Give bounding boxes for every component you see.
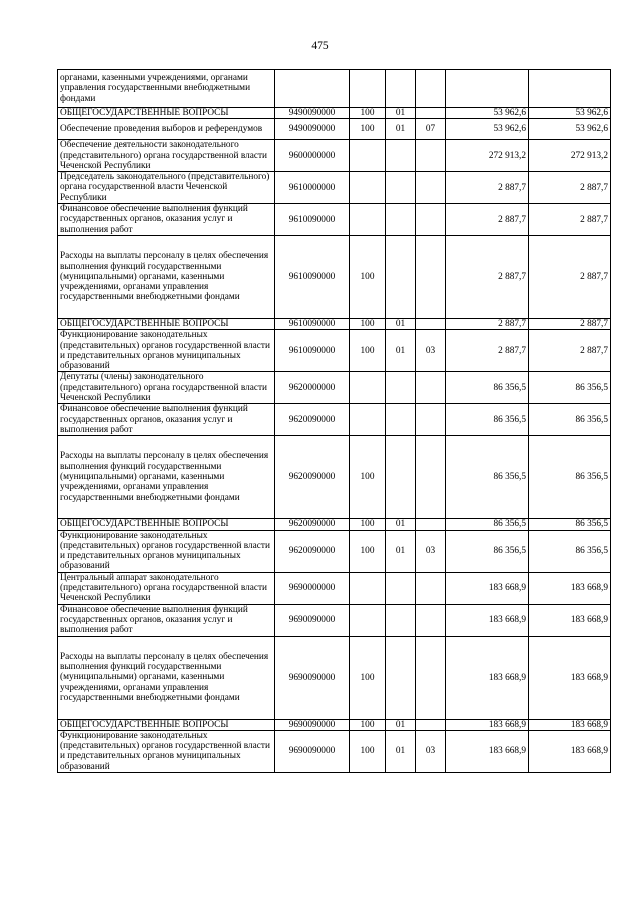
row-csr-cell: 9610090000 [275, 204, 350, 236]
row-vr-cell: 100 [350, 436, 386, 519]
row-rz-cell [386, 604, 416, 636]
row-pr-cell: 03 [416, 730, 446, 772]
row-vr-cell [350, 140, 386, 172]
row-name-cell: Функционирование законодательных (представительных) органов государственной власти и представительных органов муниципальных образований [58, 530, 275, 572]
row-pr-cell [416, 108, 446, 119]
row-amount-1-cell: 183 668,9 [446, 730, 529, 772]
row-pr-cell [416, 140, 446, 172]
row-pr-cell [416, 519, 446, 530]
row-csr-cell: 9610000000 [275, 172, 350, 204]
row-csr-cell [275, 70, 350, 108]
row-amount-2-cell: 86 356,5 [529, 404, 611, 436]
row-amount-1-cell: 2 887,7 [446, 172, 529, 204]
budget-table [57, 69, 611, 773]
row-amount-1-cell: 2 887,7 [446, 235, 529, 318]
table-row [58, 519, 611, 530]
row-rz-cell [386, 636, 416, 719]
row-pr-cell: 03 [416, 330, 446, 372]
row-amount-2-cell: 272 913,2 [529, 140, 611, 172]
row-rz-cell [386, 235, 416, 318]
row-amount-1-cell: 86 356,5 [446, 519, 529, 530]
table-row [58, 436, 611, 519]
row-name-cell: Расходы на выплаты персоналу в целях обеспечения выполнения функций государственными (муниципальными) органами, казенными учреждениями, органами управления государственными внебюджетными фондами [58, 436, 275, 519]
table-row [58, 108, 611, 119]
table-row [58, 730, 611, 772]
table-row [58, 172, 611, 204]
row-csr-cell: 9490090000 [275, 108, 350, 119]
row-amount-2-cell: 53 962,6 [529, 119, 611, 140]
row-name-cell: Обеспечение проведения выборов и референдумов [58, 119, 275, 140]
row-pr-cell [416, 372, 446, 404]
row-amount-2-cell: 2 887,7 [529, 204, 611, 236]
row-rz-cell: 01 [386, 119, 416, 140]
row-vr-cell: 100 [350, 330, 386, 372]
row-name-cell: Расходы на выплаты персоналу в целях обеспечения выполнения функций государственными (муниципальными) органами, казенными учреждениями, органами управления государственными внебюджетными фондами [58, 235, 275, 318]
table-row [58, 530, 611, 572]
row-vr-cell [350, 604, 386, 636]
row-vr-cell: 100 [350, 119, 386, 140]
row-rz-cell [386, 436, 416, 519]
row-vr-cell [350, 70, 386, 108]
row-name-cell: Депутаты (члены) законодательного (представительного) органа государственной власти Чеченской Республики [58, 372, 275, 404]
row-name-cell: Финансовое обеспечение выполнения функций государственных органов, оказания услуг и выполнения работ [58, 404, 275, 436]
row-amount-1-cell: 2 887,7 [446, 204, 529, 236]
row-amount-2-cell: 86 356,5 [529, 519, 611, 530]
row-vr-cell: 100 [350, 519, 386, 530]
row-pr-cell [416, 318, 446, 329]
table-row [58, 330, 611, 372]
row-amount-2-cell: 2 887,7 [529, 330, 611, 372]
table-row [58, 404, 611, 436]
row-amount-1-cell: 272 913,2 [446, 140, 529, 172]
table-row [58, 235, 611, 318]
table-row [58, 204, 611, 236]
table-row [58, 372, 611, 404]
row-csr-cell: 9620090000 [275, 530, 350, 572]
row-csr-cell: 9690090000 [275, 730, 350, 772]
row-pr-cell [416, 70, 446, 108]
row-name-cell: ОБЩЕГОСУДАРСТВЕННЫЕ ВОПРОСЫ [58, 108, 275, 119]
table-row [58, 604, 611, 636]
row-rz-cell: 01 [386, 519, 416, 530]
table-row [58, 70, 611, 108]
row-vr-cell: 100 [350, 108, 386, 119]
row-name-cell: Функционирование законодательных (представительных) органов государственной власти и представительных органов муниципальных образований [58, 330, 275, 372]
row-vr-cell: 100 [350, 636, 386, 719]
row-amount-1-cell: 2 887,7 [446, 330, 529, 372]
row-rz-cell [386, 172, 416, 204]
row-name-cell: Функционирование законодательных (представительных) органов государственной власти и представительных органов муниципальных образований [58, 730, 275, 772]
row-vr-cell [350, 572, 386, 604]
row-name-cell: ОБЩЕГОСУДАРСТВЕННЫЕ ВОПРОСЫ [58, 519, 275, 530]
row-csr-cell: 9620090000 [275, 404, 350, 436]
row-csr-cell: 9620000000 [275, 372, 350, 404]
row-pr-cell [416, 204, 446, 236]
table-row [58, 636, 611, 719]
row-vr-cell [350, 372, 386, 404]
row-amount-1-cell: 53 962,6 [446, 108, 529, 119]
row-csr-cell: 9490090000 [275, 119, 350, 140]
row-csr-cell: 9690090000 [275, 719, 350, 730]
row-csr-cell: 9610090000 [275, 330, 350, 372]
row-csr-cell: 9690090000 [275, 636, 350, 719]
table-row [58, 719, 611, 730]
row-amount-1-cell: 2 887,7 [446, 318, 529, 329]
row-amount-1-cell: 183 668,9 [446, 604, 529, 636]
row-csr-cell: 9610090000 [275, 318, 350, 329]
row-pr-cell: 07 [416, 119, 446, 140]
row-pr-cell: 03 [416, 530, 446, 572]
row-amount-2-cell: 53 962,6 [529, 108, 611, 119]
row-csr-cell: 9690090000 [275, 604, 350, 636]
row-name-cell: ОБЩЕГОСУДАРСТВЕННЫЕ ВОПРОСЫ [58, 318, 275, 329]
table-row [58, 318, 611, 329]
row-rz-cell: 01 [386, 719, 416, 730]
row-amount-1-cell: 86 356,5 [446, 372, 529, 404]
row-amount-1-cell: 53 962,6 [446, 119, 529, 140]
row-rz-cell [386, 372, 416, 404]
row-vr-cell [350, 204, 386, 236]
row-amount-2-cell: 86 356,5 [529, 436, 611, 519]
budget-table-body [58, 70, 611, 773]
row-amount-1-cell: 183 668,9 [446, 636, 529, 719]
row-vr-cell: 100 [350, 530, 386, 572]
row-amount-2-cell: 183 668,9 [529, 719, 611, 730]
row-vr-cell: 100 [350, 235, 386, 318]
row-rz-cell: 01 [386, 330, 416, 372]
row-pr-cell [416, 235, 446, 318]
row-name-cell: Финансовое обеспечение выполнения функций государственных органов, оказания услуг и выполнения работ [58, 204, 275, 236]
row-csr-cell: 9620090000 [275, 436, 350, 519]
row-name-cell: Обеспечение деятельности законодательного (представительного) органа государственной власти Чеченской Республики [58, 140, 275, 172]
row-amount-2-cell [529, 70, 611, 108]
row-rz-cell [386, 70, 416, 108]
row-rz-cell: 01 [386, 730, 416, 772]
row-name-cell: Председатель законодательного (представительного) органа государственной власти Чеченской Республики [58, 172, 275, 204]
row-csr-cell: 9620090000 [275, 519, 350, 530]
row-amount-2-cell: 183 668,9 [529, 636, 611, 719]
table-row [58, 572, 611, 604]
row-pr-cell [416, 404, 446, 436]
row-rz-cell [386, 140, 416, 172]
row-pr-cell [416, 604, 446, 636]
row-amount-2-cell: 183 668,9 [529, 604, 611, 636]
row-amount-1-cell: 86 356,5 [446, 436, 529, 519]
row-rz-cell: 01 [386, 530, 416, 572]
row-csr-cell: 9610090000 [275, 235, 350, 318]
table-row [58, 140, 611, 172]
row-rz-cell [386, 204, 416, 236]
page-number: 475 [311, 40, 329, 52]
row-amount-1-cell: 183 668,9 [446, 572, 529, 604]
row-rz-cell: 01 [386, 318, 416, 329]
row-pr-cell [416, 719, 446, 730]
row-vr-cell: 100 [350, 719, 386, 730]
row-name-cell: органами, казенными учреждениями, органами управления государственными внебюджетными фондами [58, 70, 275, 108]
row-amount-1-cell: 183 668,9 [446, 719, 529, 730]
row-pr-cell [416, 172, 446, 204]
row-amount-1-cell [446, 70, 529, 108]
row-vr-cell [350, 404, 386, 436]
row-amount-2-cell: 2 887,7 [529, 318, 611, 329]
row-name-cell: Финансовое обеспечение выполнения функций государственных органов, оказания услуг и выполнения работ [58, 604, 275, 636]
row-amount-2-cell: 86 356,5 [529, 372, 611, 404]
row-rz-cell: 01 [386, 108, 416, 119]
row-vr-cell [350, 172, 386, 204]
row-amount-2-cell: 86 356,5 [529, 530, 611, 572]
row-amount-2-cell: 2 887,7 [529, 172, 611, 204]
row-vr-cell: 100 [350, 318, 386, 329]
row-vr-cell: 100 [350, 730, 386, 772]
row-amount-1-cell: 86 356,5 [446, 530, 529, 572]
row-csr-cell: 9600000000 [275, 140, 350, 172]
row-rz-cell [386, 404, 416, 436]
row-csr-cell: 9690000000 [275, 572, 350, 604]
row-amount-2-cell: 183 668,9 [529, 730, 611, 772]
row-amount-2-cell: 183 668,9 [529, 572, 611, 604]
row-amount-1-cell: 86 356,5 [446, 404, 529, 436]
row-name-cell: Центральный аппарат законодательного (представительного) органа государственной власти Чеченской Республики [58, 572, 275, 604]
row-amount-2-cell: 2 887,7 [529, 235, 611, 318]
row-name-cell: ОБЩЕГОСУДАРСТВЕННЫЕ ВОПРОСЫ [58, 719, 275, 730]
row-pr-cell [416, 436, 446, 519]
table-row [58, 119, 611, 140]
row-pr-cell [416, 572, 446, 604]
row-name-cell: Расходы на выплаты персоналу в целях обеспечения выполнения функций государственными (муниципальными) органами, казенными учреждениями, органами управления государственными внебюджетными фондами [58, 636, 275, 719]
row-rz-cell [386, 572, 416, 604]
row-pr-cell [416, 636, 446, 719]
